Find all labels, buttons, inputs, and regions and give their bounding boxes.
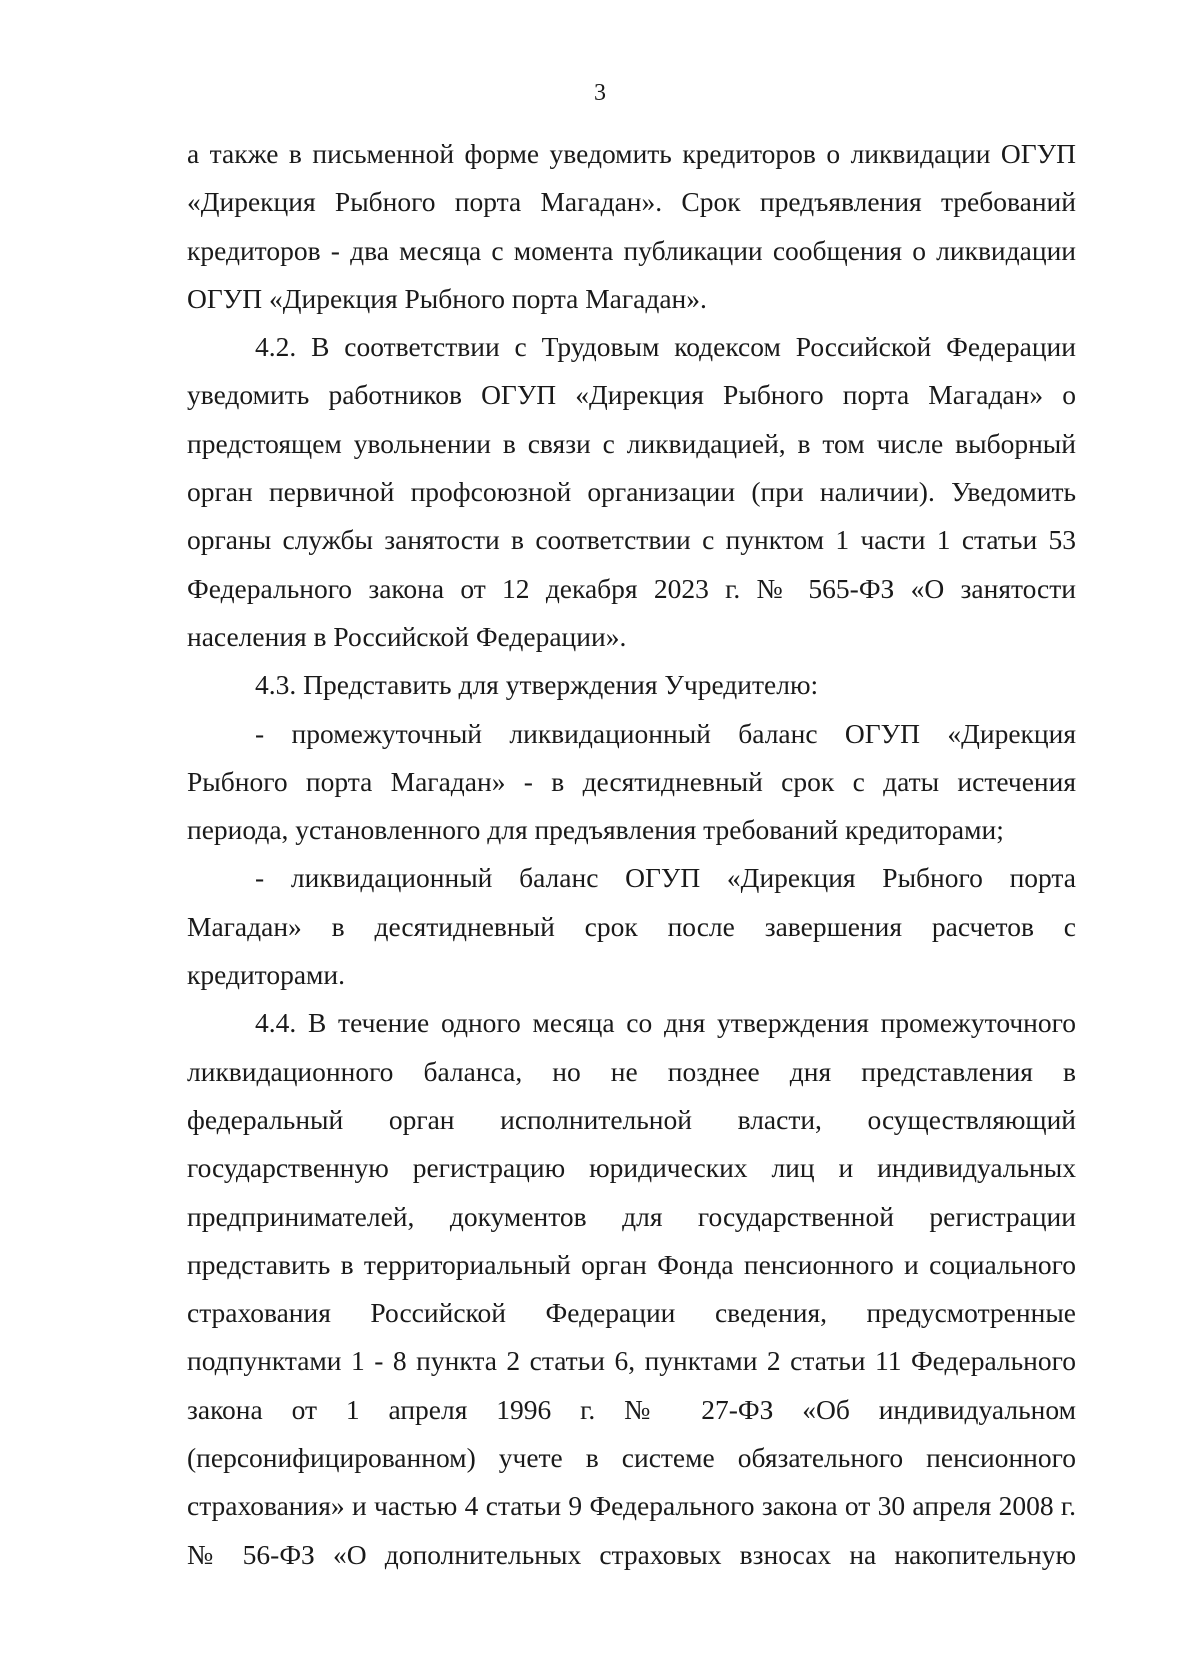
list-item-final-balance: - ликвидационный баланс ОГУП «Дирекция Рыбного порта Магадан» в десятидневный срок после завершения расчетов с кредиторами. <box>187 862 1076 991</box>
document-body <box>187 130 1076 1579</box>
page-number: 3 <box>594 80 606 106</box>
paragraph-4-2: 4.2. В соответствии с Трудовым кодексом Российской Федерации уведомить работников ОГУП «Дирекция Рыбного порта Магадан» о предстоящем увольнении в связи с ликвидацией, в том числе выборный орган первичной профсоюзной организации (при наличии). Уведомить органы службы занятости в соответствии с пунктом 1 части 1 статьи 53 Федерального закона от 12 декабря 2023 г. № 565-ФЗ «О занятости населения в Российской Федерации». <box>187 331 1076 652</box>
paragraph-4-3: 4.3. Представить для утверждения Учредителю: <box>255 669 819 701</box>
paragraph-4-4: 4.4. В течение одного месяца со дня утверждения промежуточного ликвидационного баланса, но не позднее дня представления в федеральный орган исполнительной власти, осуществляющий государственную регистрацию юридических лиц и индивидуальных предпринимателей, документов для государственной регистрации представить в территориальный орган Фонда пенсионного и социального страхования Российской Федерации сведения, предусмотренные подпунктами 1 - 8 пункта 2 статьи 6, пунктами 2 статьи 11 Федерального закона от 1 апреля 1996 г. № 27-ФЗ «Об индивидуальном (персонифицированном) учете в системе обязательного пенсионного страхования» и частью 4 статьи 9 Федерального закона от 30 апреля 2008 г. № 56-ФЗ «О дополнительных страховых взносах на накопительную <box>187 1007 1076 1570</box>
list-item-interim-balance: - промежуточный ликвидационный баланс ОГУП «Дирекция Рыбного порта Магадан» - в десятидневный срок с даты истечения периода, установленного для предъявления требований кредиторами; <box>187 717 1076 846</box>
paragraph-liquidation-notice: а также в письменной форме уведомить кредиторов о ликвидации ОГУП «Дирекция Рыбного порта Магадан». Срок предъявления требований кредиторов - два месяца с момента публикации сообщения о ликвидации ОГУП «Дирекция Рыбного порта Магадан». <box>187 138 1076 314</box>
